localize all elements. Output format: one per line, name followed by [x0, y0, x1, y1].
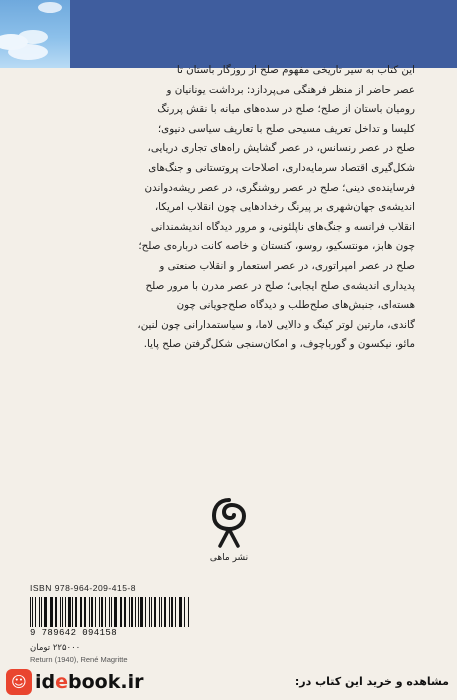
barcode-bar — [95, 597, 96, 627]
barcode-bar — [111, 597, 112, 627]
barcode-bar — [171, 597, 173, 627]
sky-artwork-corner — [0, 0, 70, 68]
barcode-bar — [50, 597, 51, 627]
description-line: این کتاب به سیر تاریخی مفهوم صلح از روزگار باستان تا — [176, 64, 415, 76]
barcode-digits: 9 789642 094158 — [30, 628, 118, 638]
barcode-bar — [65, 597, 66, 627]
barcode-bar — [161, 597, 162, 627]
barcode-bar — [72, 597, 73, 627]
description-line: فرساینده‌ی دینی؛ صلح در عصر روشنگری، در عصر ریشه‌دواندن — [144, 181, 415, 194]
barcode-bar — [114, 597, 117, 627]
isbn-number: ISBN 978-964-209-415-8 — [30, 583, 136, 593]
description-line: چون هابز، مونتسکیو، روسو، کنستان و خاصه کانت درباره‌ی صلح؛ — [138, 240, 415, 253]
barcode-bar — [105, 597, 107, 627]
barcode-bar — [35, 597, 37, 627]
description-line: صلح در عصر امپراتوری، در عصر استعمار و انقلاب صنعتی و — [159, 259, 415, 272]
book-description — [35, 61, 415, 355]
barcode-bar — [180, 597, 182, 627]
barcode-bar — [151, 597, 152, 627]
barcode-bar — [120, 597, 121, 627]
barcode-bar — [75, 597, 77, 627]
barcode-bar — [55, 597, 57, 627]
description-line: کلیسا و تداخل تعریف مسیحی صلح با تعاریف سیاسی دنیوی؛ — [157, 122, 415, 135]
barcode-bar — [68, 597, 71, 627]
barcode-bar — [121, 597, 122, 627]
barcode-bar — [159, 597, 160, 627]
barcode-bar — [41, 597, 42, 627]
description-line: رومیان باستان از صلح؛ صلح در سده‌های میانه با نقش پررنگ — [157, 103, 415, 116]
barcode-bar — [101, 597, 103, 627]
description-line: گاندی، مارتین لوتر کینگ و دالایی لاما، و سیاستمدارانی چون لنین، — [137, 318, 415, 331]
barcode-bar — [179, 597, 180, 627]
barcode-bar — [124, 597, 126, 627]
barcode-bar — [80, 597, 81, 627]
barcode-bar — [60, 597, 61, 627]
description-line: هسته‌ای، جنبش‌های صلح‌طلب و دیدگاه صلح‌جویانی چون — [176, 299, 415, 312]
barcode-bar — [169, 597, 170, 627]
barcode-bar — [32, 597, 33, 627]
barcode-bar — [109, 597, 110, 627]
book-price: ۲۲۵۰۰۰ تومان — [30, 643, 81, 653]
barcode-bar — [131, 597, 133, 627]
barcode-bar — [84, 597, 86, 627]
idebook-wordmark: idebook.ir — [35, 671, 144, 693]
description-line: انقلاب فرانسه و جنگ‌های ناپلئونی، و مرور دیدگاه اندیشمندانی — [150, 220, 415, 233]
barcode-bar — [99, 597, 100, 627]
description-line: صلح در عصر رنسانس، در عصر گشایش راه‌های تجاری دریایی، — [147, 142, 415, 155]
description-line: پدیداری اندیشه‌ی صلح ایجابی؛ صلح در عصر مدرن با مرور صلح — [145, 279, 415, 292]
barcode-bar — [39, 597, 40, 627]
watermark-tagline: مشاهده و خرید این کتاب در: — [294, 675, 449, 688]
barcode-graphic — [30, 597, 190, 627]
barcode-bar — [138, 597, 139, 627]
idebook-watermark-banner[interactable] — [0, 666, 457, 700]
barcode-bar — [129, 597, 130, 627]
barcode-bar — [184, 597, 185, 627]
barcode-bar — [135, 597, 136, 627]
idebook-logo[interactable] — [6, 669, 143, 695]
barcode-bar — [164, 597, 167, 627]
isbn-barcode-block — [30, 583, 190, 638]
barcode-bar — [44, 597, 47, 627]
description-line: مائو، نیکسون و گورباچوف، و امکان‌سنجی شکل‌گرفتن صلح پایا. — [143, 338, 415, 351]
barcode-bar — [91, 597, 94, 627]
barcode-bar — [30, 597, 31, 627]
description-line: اندیشه‌ی جهان‌شهری بر پیرنگ رخدادهایی چون انقلاب امریکا، — [154, 201, 415, 214]
barcode-bar — [62, 597, 63, 627]
mahi-publisher-logo-icon — [212, 498, 246, 552]
barcode-bar — [140, 597, 143, 627]
barcode-bar — [89, 597, 90, 627]
barcode-bar — [154, 597, 156, 627]
publisher-name: نشر ماهی — [209, 553, 249, 563]
barcode-bar — [149, 597, 150, 627]
barcode-bar — [51, 597, 53, 627]
cover-image-credit: Return (1940), René Magritte — [30, 655, 128, 664]
barcode-bar — [175, 597, 176, 627]
barcode-bar — [188, 597, 189, 627]
shopping-bag-smile-icon: ☺ — [6, 669, 32, 695]
barcode-bar — [145, 597, 147, 627]
description-line: شکل‌گیری اقتصاد سرمایه‌داری، اصلاحات پروتستانی و جنگ‌های — [148, 161, 415, 174]
barcode-bar — [81, 597, 82, 627]
description-line: عصر حاضر از منظر فرهنگی می‌پردازد: برداشت یونانیان و — [166, 83, 415, 96]
